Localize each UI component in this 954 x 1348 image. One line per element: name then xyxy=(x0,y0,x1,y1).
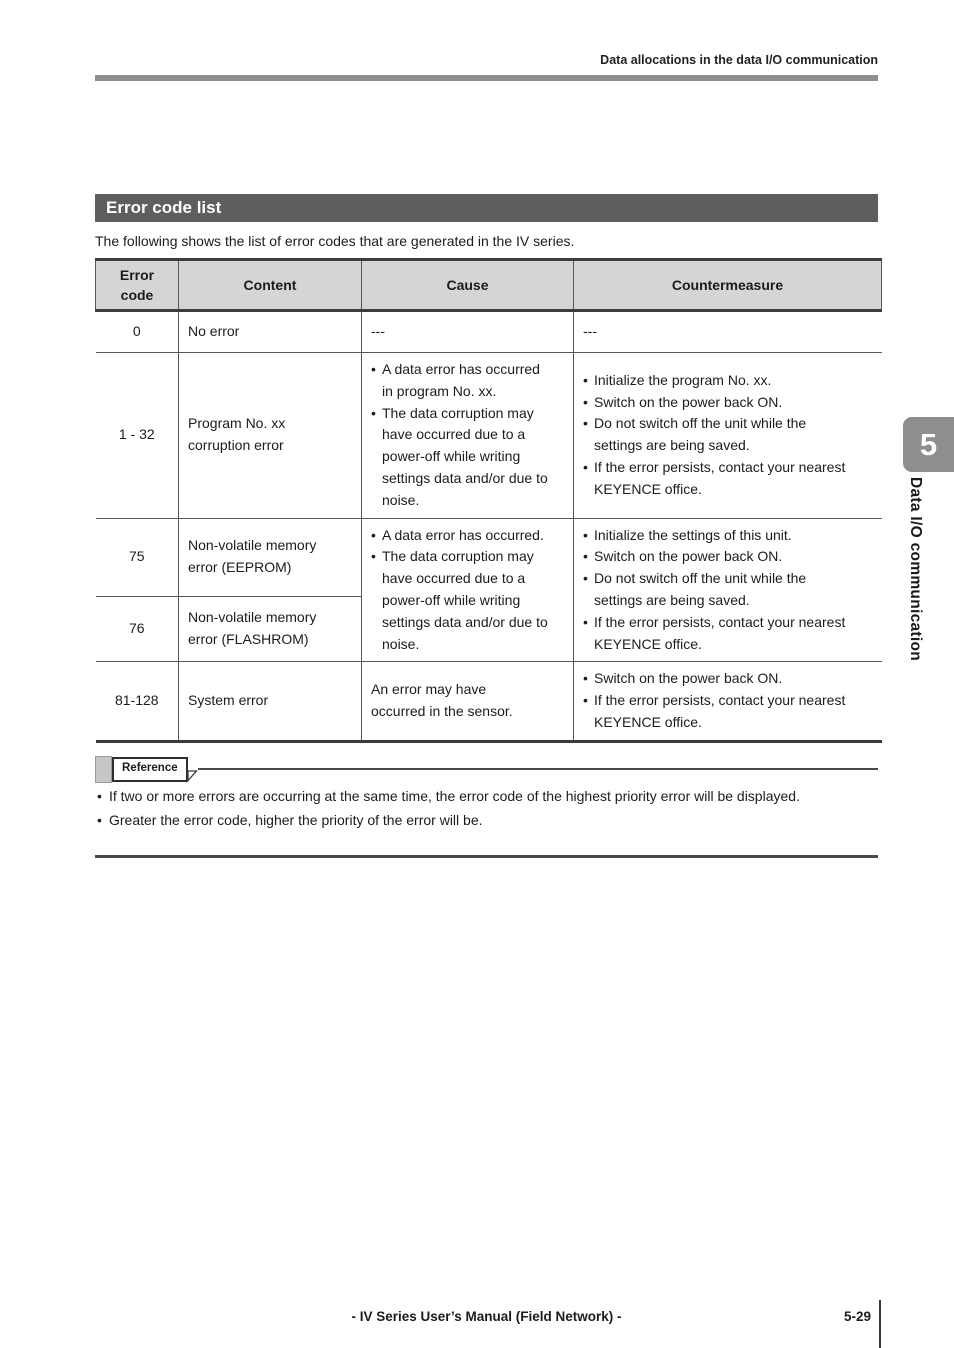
table-row-0 xyxy=(96,311,882,353)
cell-error-code: 0 xyxy=(96,311,179,353)
countermeasure-item: • Do not switch off the unit while the settings are being saved. xyxy=(583,568,857,612)
countermeasure-item: • If the error persists, contact your nearest KEYENCE office. xyxy=(583,612,857,656)
cell-content: System error xyxy=(179,662,362,741)
chapter-number: 5 xyxy=(919,426,938,462)
countermeasure-item: • Switch on the power back ON. xyxy=(583,668,857,690)
content-text: Non-volatile memory error (EEPROM) xyxy=(188,537,317,576)
table-header-row xyxy=(96,260,882,311)
content-text: Non-volatile memory error (FLASHROM) xyxy=(188,609,317,648)
table-row-81-128 xyxy=(96,662,882,741)
countermeasure-item: • Switch on the power back ON. xyxy=(583,392,857,414)
cause-text: An error may have occurred in the sensor. xyxy=(371,681,513,720)
section-bottom-rule xyxy=(95,855,878,858)
cause-item: • A data error has occurred in program No. xx. xyxy=(371,359,551,403)
chapter-tab xyxy=(903,417,954,472)
intro-text: The following shows the list of error codes that are generated in the IV series. xyxy=(95,233,575,249)
cell-error-code: 1 - 32 xyxy=(96,353,179,519)
reference-rule xyxy=(198,768,878,770)
header-rule xyxy=(95,75,878,81)
cause-item: • The data corruption may have occurred due to a power-off while writing settings data and/or due to noise. xyxy=(371,403,551,512)
cell-error-code: 75 xyxy=(96,518,179,596)
col-header-error-code: Error code xyxy=(96,260,179,311)
table-row-75 xyxy=(96,518,882,596)
cell-countermeasure xyxy=(574,353,882,519)
error-code-table xyxy=(95,258,882,743)
cell-countermeasure: --- xyxy=(574,311,882,353)
cell-content xyxy=(179,353,362,519)
countermeasure-item: • If the error persists, contact your nearest KEYENCE office. xyxy=(583,690,857,734)
footer-divider-line xyxy=(879,1300,881,1348)
cell-content xyxy=(179,596,362,662)
cell-cause xyxy=(362,662,574,741)
page-icon xyxy=(95,756,112,783)
countermeasure-item: • Do not switch off the unit while the settings are being saved. xyxy=(583,413,857,457)
reference-label: Reference xyxy=(112,757,188,782)
cell-content: No error xyxy=(179,311,362,353)
cell-content xyxy=(179,518,362,596)
cell-cause-merged xyxy=(362,518,574,662)
table-row-1-32 xyxy=(96,353,882,519)
footer-manual-title: - IV Series User’s Manual (Field Network) - xyxy=(351,1309,622,1324)
countermeasure-item: • Switch on the power back ON. xyxy=(583,546,857,568)
cause-item: • A data error has occurred. xyxy=(371,525,551,547)
col-header-countermeasure: Countermeasure xyxy=(574,260,882,311)
col-header-cause: Cause xyxy=(362,260,574,311)
reference-notes xyxy=(97,785,857,832)
countermeasure-item: • Initialize the program No. xx. xyxy=(583,370,857,392)
cell-error-code: 81-128 xyxy=(96,662,179,741)
footer-page-number: 5-29 xyxy=(843,1309,871,1324)
content-text: Program No. xx corruption error xyxy=(188,415,286,454)
cell-countermeasure xyxy=(574,662,882,741)
countermeasure-item: • Initialize the settings of this unit. xyxy=(583,525,857,547)
cell-cause xyxy=(362,353,574,519)
note-item: • If two or more errors are occurring at the same time, the error code of the highest priority error will be displayed. xyxy=(97,785,857,809)
cell-cause: --- xyxy=(362,311,574,353)
col-header-content: Content xyxy=(179,260,362,311)
cell-error-code: 76 xyxy=(96,596,179,662)
countermeasure-item: • If the error persists, contact your nearest KEYENCE office. xyxy=(583,457,857,501)
section-title: Error code list xyxy=(95,194,878,222)
note-item: • Greater the error code, higher the priority of the error will be. xyxy=(97,809,857,833)
page-fold-icon xyxy=(187,770,198,782)
page-header-breadcrumb: Data allocations in the data I/O communication xyxy=(600,53,878,67)
side-tab-label: Data I/O communication xyxy=(907,477,924,662)
cell-countermeasure-merged xyxy=(574,518,882,662)
reference-note-header xyxy=(95,756,878,783)
cause-item: • The data corruption may have occurred due to a power-off while writing settings data and/or due to noise. xyxy=(371,546,551,655)
